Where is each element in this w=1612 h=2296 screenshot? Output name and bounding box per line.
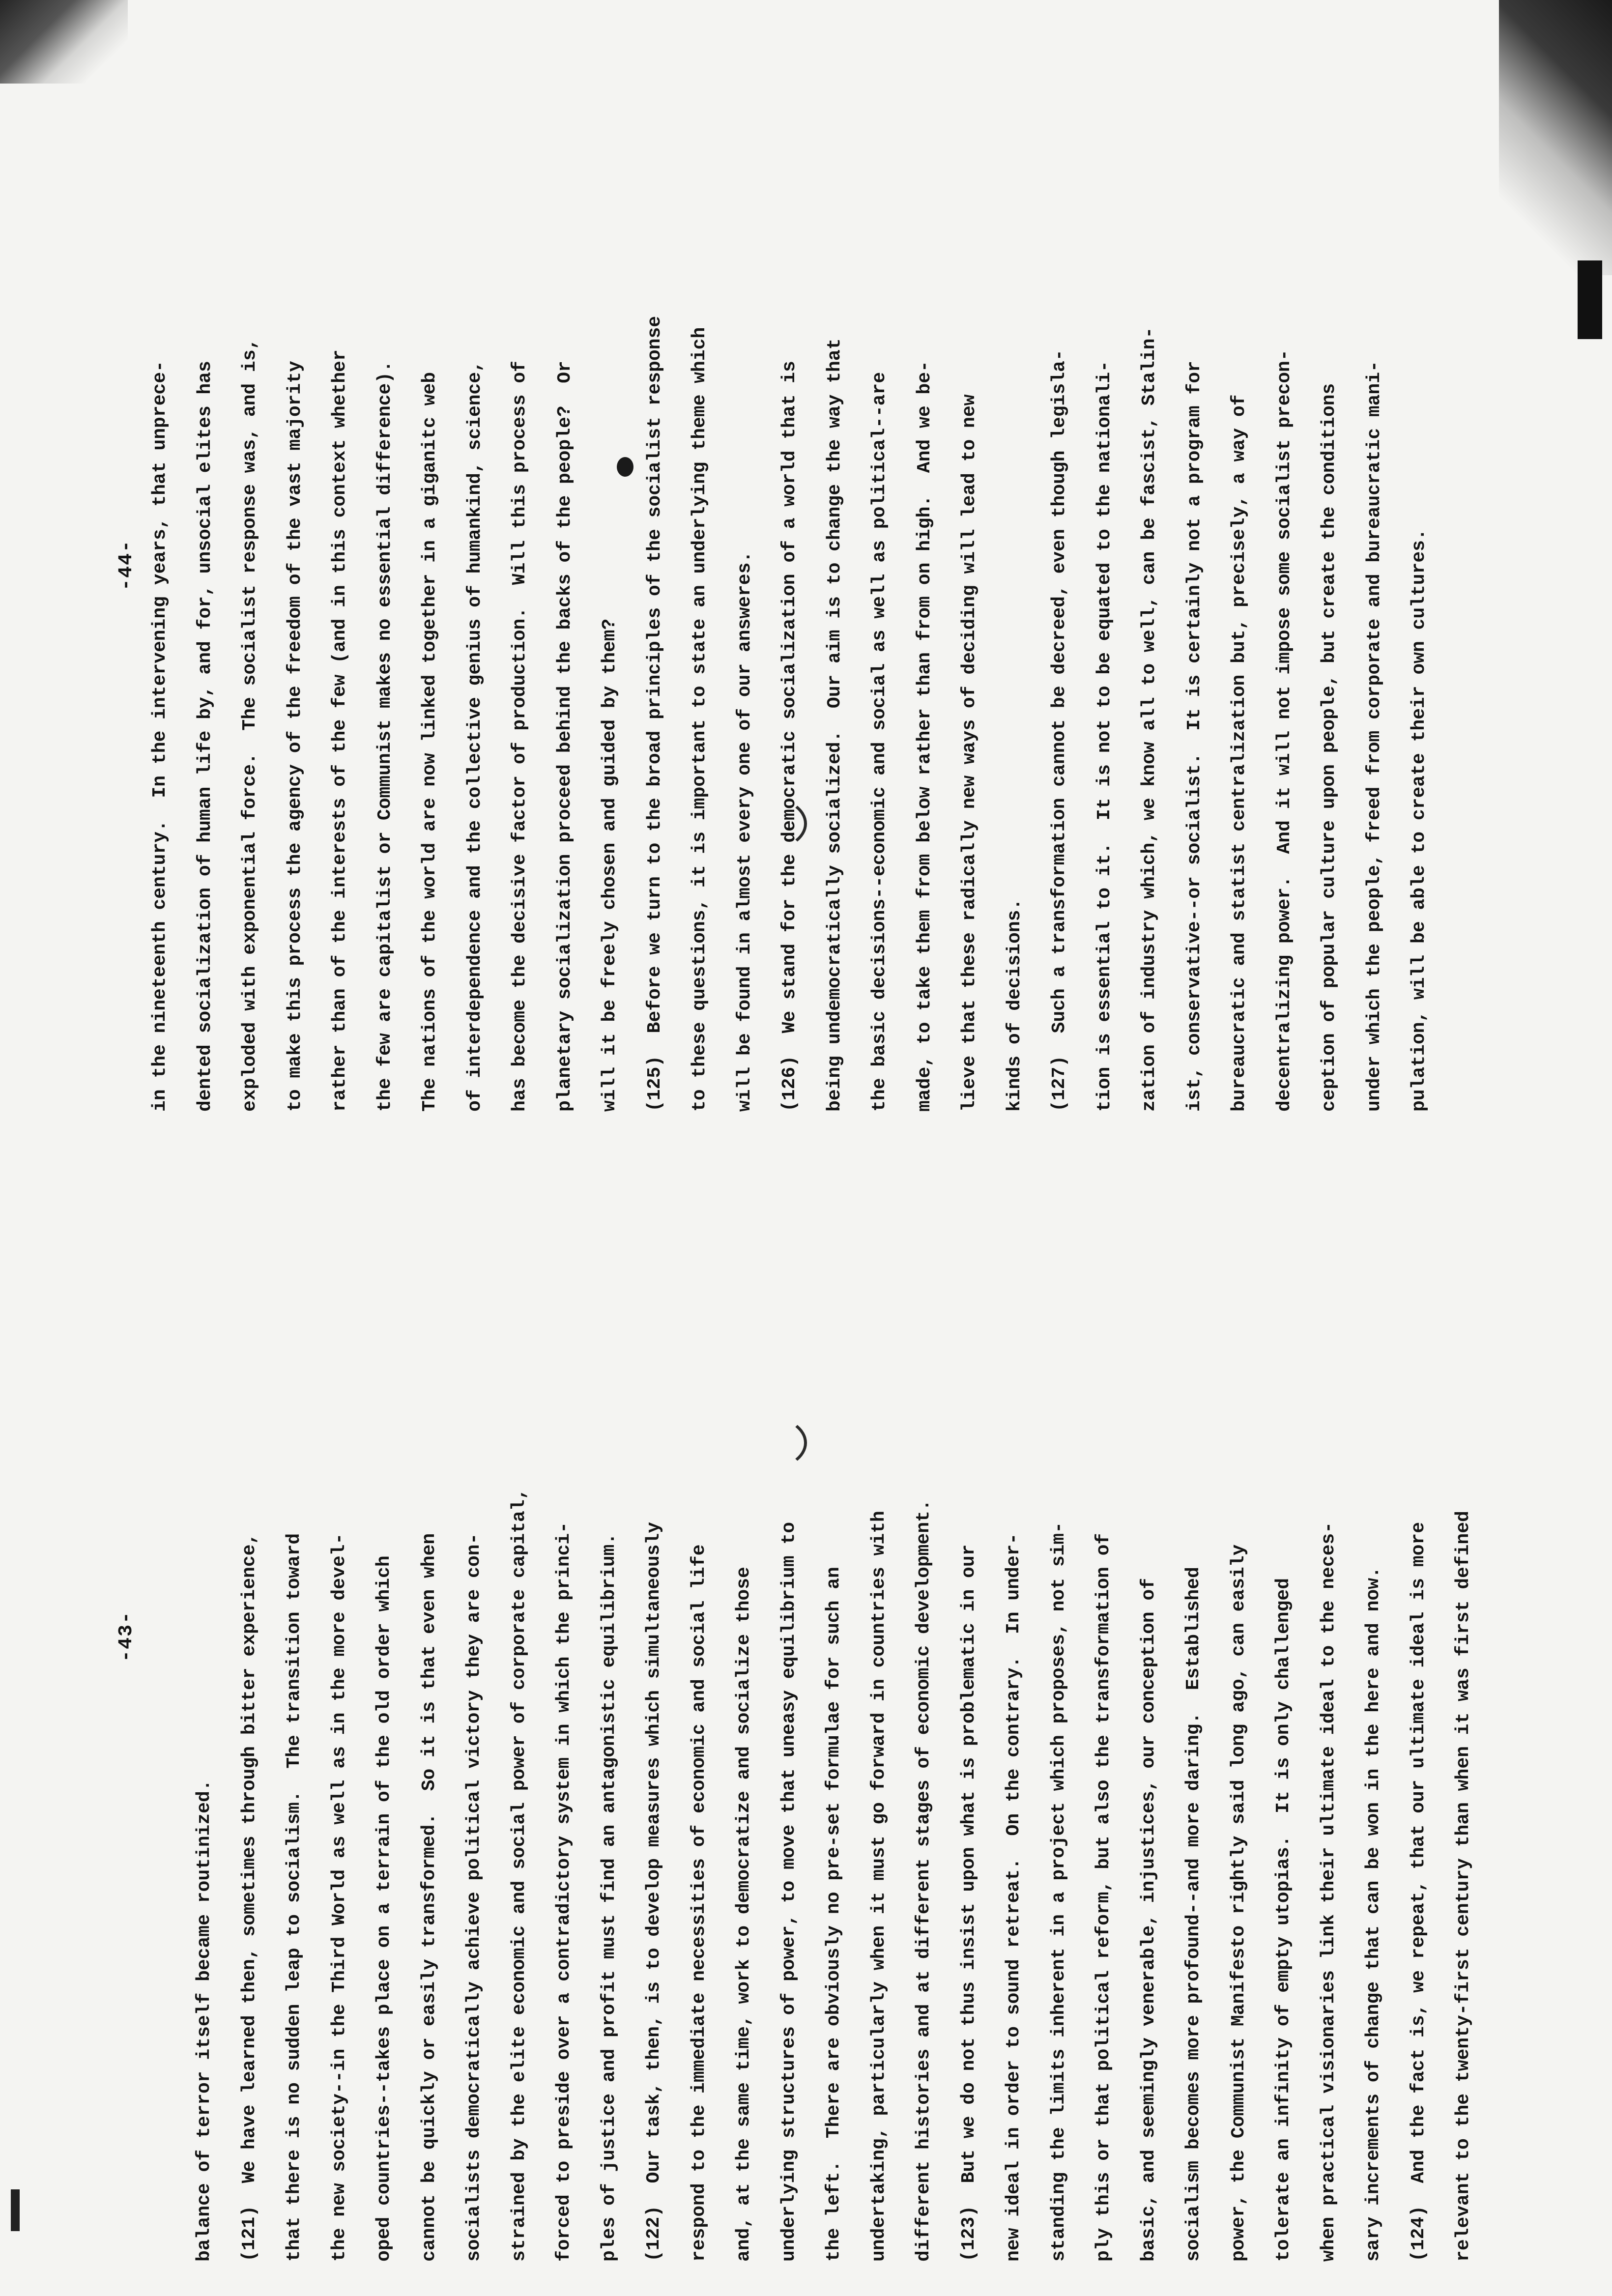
text-line: will be found in almost every one of our answeres.: [734, 551, 755, 1112]
text-line: the left. There are obviously no pre-set formulae for such an: [823, 1567, 844, 2262]
text-line: underlying structures of power, to move that uneasy equilibrium to: [778, 1521, 800, 2262]
text-line: lieve that these radically new ways of deciding will lead to new: [959, 394, 980, 1112]
text-line: zation of industry which, we know all to well, can be fascist, Stalin-: [1139, 327, 1160, 1112]
text-line: kinds of decisions.: [1004, 898, 1025, 1112]
text-line: forced to preside over a contradictory system in which the princi-: [553, 1521, 575, 2262]
text-line: made, to take them from below rather than from on high. And we be-: [914, 361, 935, 1112]
text-line: cannot be quickly or easily transformed. So it is that even when: [418, 1533, 440, 2262]
page-number: -44-: [115, 539, 138, 591]
text-line: being undemocratically socialized. Our aim is to change the way that: [824, 338, 845, 1112]
page-43: [0, 1151, 1612, 2296]
text-line: undertaking, particularly when it must go forward in countries with: [868, 1511, 890, 2262]
text-line: (121) We have learned then, sometimes through bitter experience,: [238, 1533, 260, 2262]
text-line: decentralizing power. And it will not impose some socialist precon-: [1273, 349, 1295, 1112]
text-line: the few are capitalist or Communist makes no essential difference).: [374, 361, 396, 1112]
text-line: rather than of the interests of the few (and in this context whether: [329, 349, 350, 1112]
text-line: balance of terror itself became routinized.: [194, 1779, 215, 2262]
text-line: socialists democratically achieve political victory they are con-: [463, 1533, 485, 2262]
text-line: bureaucratic and statist centralization but, precisely, a way of: [1229, 394, 1250, 1112]
page-number: -43-: [115, 1610, 138, 1662]
text-line: different histories and at different stages of economic development.: [913, 1499, 934, 2262]
text-line: and, at the same time, work to democratize and socialize those: [733, 1567, 754, 2262]
text-line: The nations of the world are now linked together in a giganitc web: [419, 372, 440, 1112]
text-line: relevant to the twenty-first century than when it was first defined: [1453, 1511, 1474, 2262]
text-line: to make this process the agency of the freedom of the vast majority: [284, 361, 306, 1112]
text-line: will it be freely chosen and guided by them?: [599, 618, 620, 1112]
text-line: ply this or that political reform, but also the transformation of: [1093, 1533, 1114, 2262]
text-line: power, the Communist Manifesto rightly said long ago, can easily: [1228, 1544, 1249, 2262]
text-line: sary increments of change that can be won in the here and now.: [1363, 1567, 1384, 2262]
text-line: (122) Our task, then, is to develop measures which simultaneously: [643, 1521, 664, 2262]
text-line: exploded with exponential force. The socialist response was, and is,: [239, 338, 260, 1112]
text-line: socialism becomes more profound--and more daring. Established: [1183, 1567, 1204, 2262]
text-line: ples of justice and profit must find an antagonistic equilibrium.: [598, 1533, 620, 2262]
text-line: (125) Before we turn to the broad principles of the socialist response: [644, 316, 665, 1112]
text-line: has become the decisive factor of production. Will this process of: [509, 361, 530, 1112]
text-line: to these questions, it is important to state an underlying theme which: [689, 327, 710, 1112]
text-line: respond to the immediate necessities of economic and social life: [688, 1544, 710, 2262]
text-line: (127) Such a transformation cannot be decreed, even though legisla-: [1049, 349, 1070, 1112]
text-line: (124) And the fact is, we repeat, that our ultimate ideal is more: [1408, 1521, 1429, 2262]
text-line: (126) We stand for the democratic socialization of a world that is: [779, 361, 800, 1112]
text-line: ception of popular culture upon people, but create the conditions: [1319, 383, 1340, 1112]
text-line: planetary socialization proceed behind the backs of the people? Or: [554, 361, 576, 1112]
text-line: pulation, will be able to create their own cultures.: [1409, 529, 1430, 1112]
text-line: new ideal in order to sound retreat. On the contrary. In under-: [1003, 1533, 1024, 2262]
text-line: dented socialization of human life by, and for, unsocial elites has: [194, 361, 216, 1112]
text-line: of interdependence and the collective genius of humankind, science,: [464, 361, 486, 1112]
text-line: tolerate an infinity of empty utopias. It is only challenged: [1273, 1578, 1294, 2262]
text-line: when practical visionaries link their ultimate ideal to the neces-: [1318, 1521, 1339, 2262]
page-body-text: [138, 11, 1442, 1112]
text-line: ist, conservative--or socialist. It is certainly not a program for: [1183, 361, 1205, 1112]
text-line: the basic decisions--economic and social as well as political--are: [869, 372, 890, 1112]
text-line: under which the people, freed from corporate and bureaucratic mani-: [1363, 361, 1385, 1112]
text-line: in the nineteenth century. In the intervening years, that unprece-: [149, 361, 171, 1112]
text-line: oped countries--takes place on a terrain of the old order which: [374, 1555, 395, 2262]
text-line: tion is essential to it. It is not to be equated to the nationali-: [1094, 361, 1115, 1112]
text-line: (123) But we do not thus insist upon what is problematic in our: [958, 1544, 979, 2262]
text-line: standing the limits inherent in a project which proposes, not sim-: [1048, 1521, 1069, 2262]
text-line: the new society--in the Third World as well as in the more devel-: [328, 1533, 350, 2262]
text-line: strained by the elite economic and social power of corporate capital,: [508, 1488, 530, 2262]
page-body-text: [182, 1158, 1486, 2262]
text-line: that there is no sudden leap to socialism. The transition toward: [284, 1533, 305, 2262]
text-line: basic, and seemingly venerable, injustices, our conception of: [1138, 1578, 1159, 2262]
